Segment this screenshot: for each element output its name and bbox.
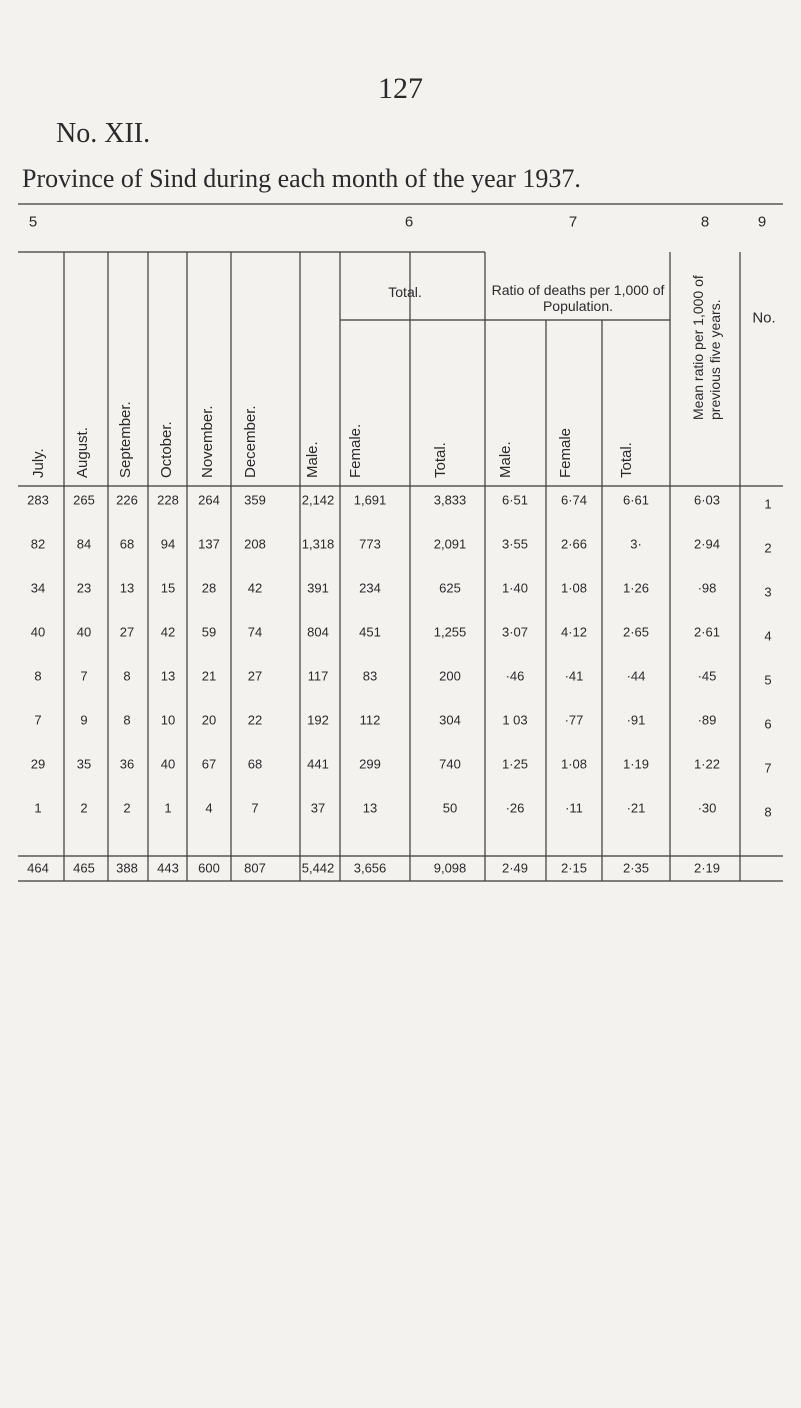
mean-ratio-cell: ·98	[697, 580, 717, 596]
month-cell: 7	[251, 800, 259, 816]
mean-ratio-cell: ·45	[697, 668, 717, 684]
month-cell: 8	[123, 668, 131, 684]
total-cell: 1,691	[353, 492, 387, 508]
month-cell: 84	[76, 536, 92, 552]
ratio-cell: ·41	[564, 668, 584, 684]
totals-total-cell: 5,442	[301, 860, 335, 876]
month-cell: 22	[247, 712, 263, 728]
row-number: 5	[764, 672, 772, 688]
month-header-3: October.	[158, 421, 175, 478]
ratio-cell: ·11	[565, 800, 583, 816]
month-cell: 42	[247, 580, 263, 596]
month-cell: 1	[34, 800, 42, 816]
ratio-cell: 1·25	[501, 756, 529, 772]
row-number: 8	[764, 804, 772, 820]
month-cell: 27	[119, 624, 135, 640]
month-cell: 208	[244, 536, 266, 552]
month-header-0: July.	[30, 448, 47, 478]
totals-month-cell: 600	[198, 860, 220, 876]
ratio-cell: 1 03	[502, 712, 528, 728]
month-cell: 10	[160, 712, 176, 728]
month-cell: 40	[30, 624, 46, 640]
total-cell: 2,091	[433, 536, 467, 552]
month-cell: 13	[160, 668, 176, 684]
totals-month-cell: 464	[27, 860, 49, 876]
month-cell: 68	[119, 536, 135, 552]
ratio-cell: 3·07	[501, 624, 529, 640]
month-cell: 2	[80, 800, 88, 816]
total-cell: 391	[307, 580, 329, 596]
total-cell: 740	[439, 756, 461, 772]
total-cell: 441	[307, 756, 329, 772]
ratio-group-header: Ratio of deaths per 1,000 of Population.	[491, 282, 665, 314]
ratio-cell: 4·12	[560, 624, 588, 640]
month-header-1: August.	[74, 427, 91, 478]
column-number-7: 7	[568, 213, 578, 231]
month-cell: 8	[123, 712, 131, 728]
month-cell: 67	[201, 756, 217, 772]
ratio-cell: 1·40	[501, 580, 529, 596]
month-cell: 82	[30, 536, 46, 552]
month-header-5: December.	[242, 405, 259, 478]
ratio-cell: 6·61	[622, 492, 650, 508]
total-cell: 3,833	[433, 492, 467, 508]
column-number-6: 6	[404, 213, 414, 231]
ratio-cell: 3·	[630, 536, 642, 552]
month-cell: 137	[198, 536, 220, 552]
month-cell: 7	[80, 668, 88, 684]
totals-month-cell: 465	[73, 860, 95, 876]
total-cell: 304	[439, 712, 461, 728]
month-cell: 23	[76, 580, 92, 596]
totals-month-cell: 807	[244, 860, 266, 876]
row-number: 1	[764, 496, 772, 512]
total-cell: 299	[359, 756, 381, 772]
total-sub-header-0: Male.	[304, 441, 321, 478]
ratio-cell: 1·19	[622, 756, 650, 772]
no-header: No.	[752, 309, 776, 327]
total-sub-header-2: Total.	[432, 442, 449, 478]
total-cell: 117	[307, 668, 329, 684]
column-number-8: 8	[700, 213, 710, 231]
total-sub-header-1: Female.	[347, 423, 364, 478]
month-cell: 35	[76, 756, 92, 772]
row-number: 7	[764, 760, 772, 776]
mean-ratio-header: Mean ratio per 1,000 of previous five years.	[690, 275, 723, 420]
row-number: 2	[764, 540, 772, 556]
mean-ratio-cell: ·89	[697, 712, 717, 728]
month-cell: 36	[119, 756, 135, 772]
month-header-2: September.	[117, 401, 134, 478]
column-number-9: 9	[757, 213, 767, 231]
ratio-cell: 1·08	[560, 580, 588, 596]
month-cell: 1	[164, 800, 172, 816]
month-cell: 264	[198, 492, 220, 508]
month-cell: 265	[73, 492, 95, 508]
row-number: 4	[764, 628, 772, 644]
ratio-cell: ·26	[505, 800, 525, 816]
totals-ratio-cell: 2·15	[560, 860, 588, 876]
totals-ratio-cell: 2·35	[622, 860, 650, 876]
month-cell: 29	[30, 756, 46, 772]
ratio-cell: ·46	[505, 668, 525, 684]
mean-ratio-cell: 2·94	[693, 536, 721, 552]
total-group-header: Total.	[388, 284, 422, 300]
ratio-cell: 3·55	[501, 536, 529, 552]
month-cell: 226	[116, 492, 138, 508]
totals-ratio-cell: 2·49	[501, 860, 529, 876]
totals-total-cell: 3,656	[353, 860, 387, 876]
month-cell: 94	[160, 536, 176, 552]
mean-ratio-cell: 2·61	[693, 624, 721, 640]
month-cell: 283	[27, 492, 49, 508]
ratio-cell: ·44	[626, 668, 646, 684]
month-cell: 42	[160, 624, 176, 640]
total-cell: 234	[359, 580, 381, 596]
ratio-sub-header-0: Male.	[497, 441, 514, 478]
total-cell: 13	[362, 800, 378, 816]
mean-ratio-cell: 1·22	[693, 756, 721, 772]
total-cell: 112	[359, 712, 381, 728]
month-cell: 21	[201, 668, 217, 684]
month-header-4: November.	[199, 405, 216, 478]
month-cell: 27	[247, 668, 263, 684]
month-cell: 4	[205, 800, 213, 816]
month-cell: 2	[123, 800, 131, 816]
month-cell: 359	[244, 492, 266, 508]
total-cell: 37	[310, 800, 326, 816]
ratio-cell: 1·26	[622, 580, 650, 596]
ratio-cell: ·21	[626, 800, 646, 816]
ratio-cell: 2·66	[560, 536, 588, 552]
total-cell: 451	[359, 624, 381, 640]
ratio-cell: 1·08	[560, 756, 588, 772]
month-cell: 28	[201, 580, 217, 596]
month-cell: 228	[157, 492, 179, 508]
month-cell: 68	[247, 756, 263, 772]
total-cell: 2,142	[301, 492, 335, 508]
total-cell: 1,318	[301, 536, 335, 552]
month-cell: 13	[119, 580, 135, 596]
totals-mean-cell: 2·19	[693, 860, 721, 876]
ratio-cell: ·91	[626, 712, 646, 728]
total-cell: 200	[439, 668, 461, 684]
totals-month-cell: 388	[116, 860, 138, 876]
month-cell: 34	[30, 580, 46, 596]
month-cell: 9	[80, 712, 88, 728]
total-cell: 625	[439, 580, 461, 596]
month-cell: 20	[201, 712, 217, 728]
total-cell: 1,255	[433, 624, 467, 640]
ratio-cell: 6·74	[560, 492, 588, 508]
page-title: Province of Sind during each month of the year 1937.	[22, 164, 581, 193]
mean-ratio-cell: 6·03	[693, 492, 721, 508]
mean-ratio-cell: ·30	[697, 800, 717, 816]
month-cell: 59	[201, 624, 217, 640]
month-cell: 40	[76, 624, 92, 640]
ratio-cell: 2·65	[622, 624, 650, 640]
row-number: 6	[764, 716, 772, 732]
row-number: 3	[764, 584, 772, 600]
month-cell: 74	[247, 624, 263, 640]
totals-total-cell: 9,098	[433, 860, 467, 876]
totals-month-cell: 443	[157, 860, 179, 876]
total-cell: 773	[359, 536, 381, 552]
ratio-cell: ·77	[564, 712, 584, 728]
ratio-sub-header-1: Female	[557, 427, 574, 478]
total-cell: 804	[307, 624, 329, 640]
total-cell: 83	[362, 668, 378, 684]
ratio-cell: 6·51	[501, 492, 529, 508]
month-cell: 15	[160, 580, 176, 596]
month-cell: 7	[34, 712, 42, 728]
total-cell: 50	[442, 800, 458, 816]
month-cell: 8	[34, 668, 42, 684]
page-number: 127	[378, 72, 423, 105]
ratio-sub-header-2: Total.	[618, 442, 635, 478]
table-number: No. XII.	[56, 118, 151, 149]
month-cell: 40	[160, 756, 176, 772]
total-cell: 192	[307, 712, 329, 728]
column-number-5: 5	[28, 213, 38, 231]
